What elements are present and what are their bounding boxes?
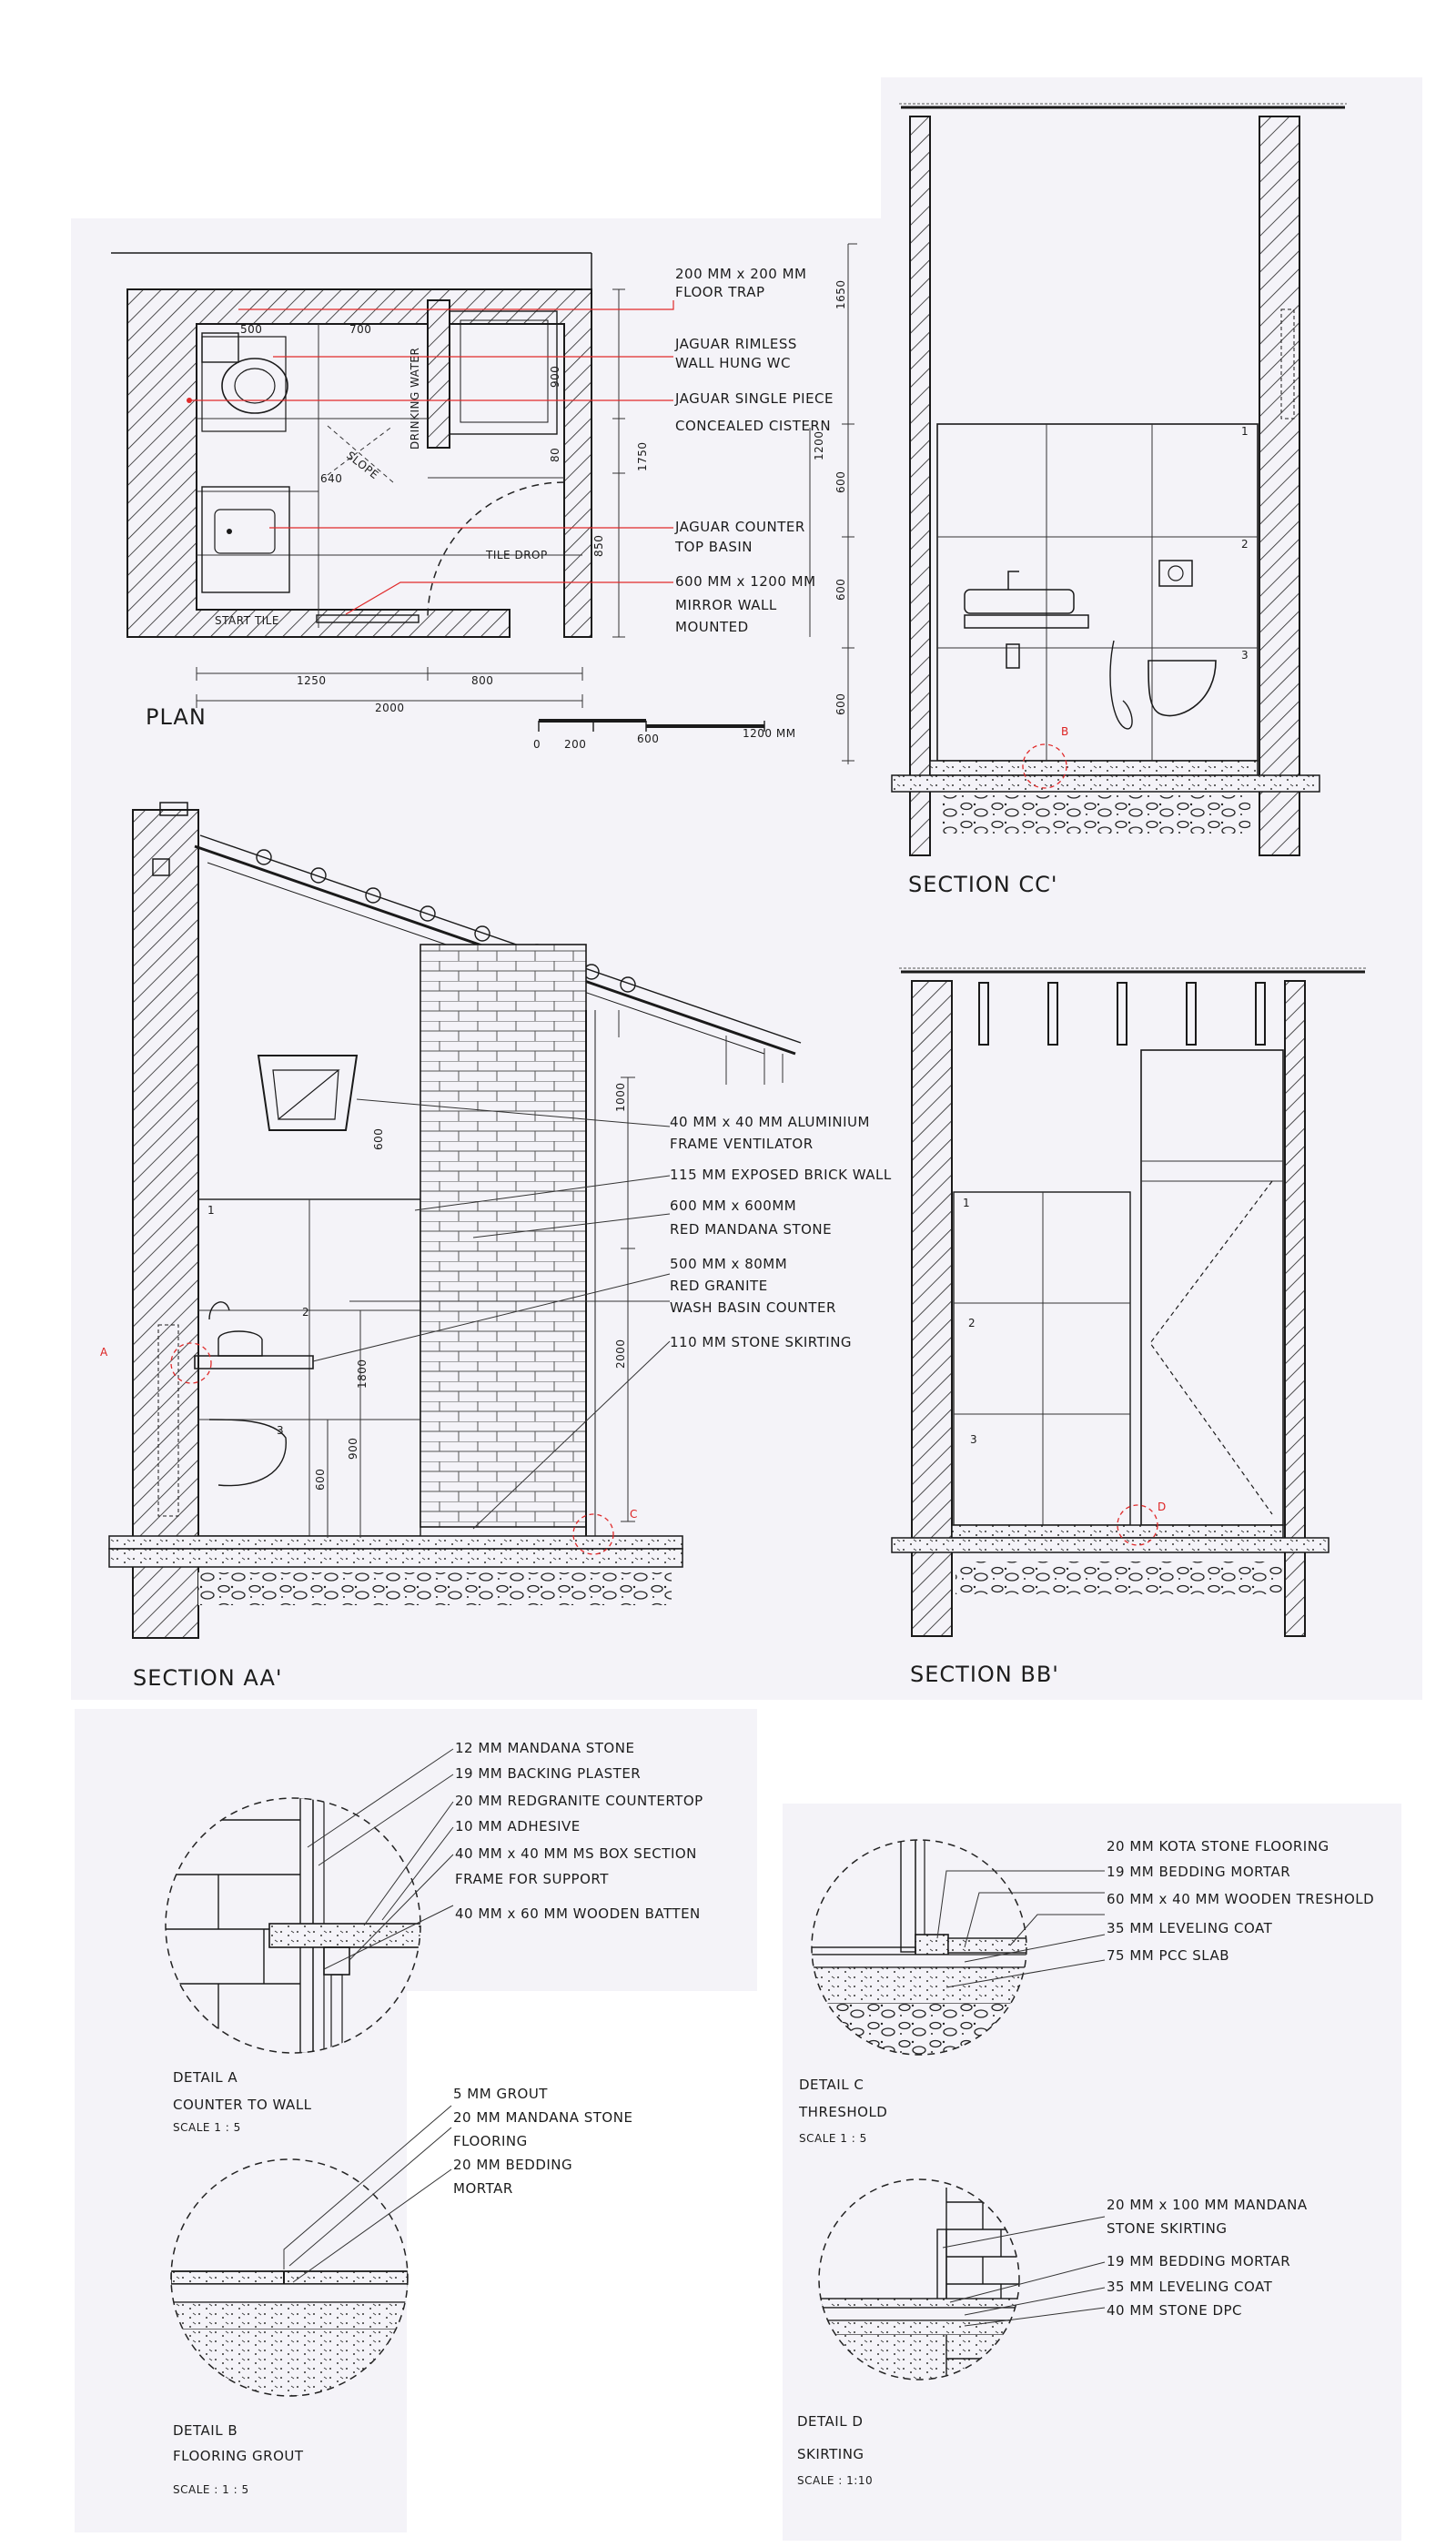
cc-row-3: 3: [1241, 649, 1249, 662]
cc-tile-field: [937, 424, 1258, 761]
cc-health-faucet: [1110, 641, 1132, 729]
detail-a-note-3: 20 MM REDGRANITE COUNTERTOP: [455, 1793, 703, 1809]
scale-0: 0: [533, 738, 541, 751]
cc-dim-1200: 1200: [813, 430, 825, 460]
cc-wc: [1148, 661, 1216, 716]
detail-a-drawing: [166, 1749, 453, 2053]
aa-note-granite-2: RED GRANITE: [670, 1278, 768, 1294]
detail-c-title: DETAIL C: [799, 2077, 864, 2093]
detail-b-note-3: FLOORING: [453, 2133, 528, 2149]
detail-d-scale: SCALE : 1:10: [797, 2474, 874, 2487]
detail-b-note-5: MORTAR: [453, 2180, 513, 2197]
detail-a-title: DETAIL A: [173, 2069, 238, 2086]
dim-700: 700: [349, 323, 372, 336]
aa-dim-900: 900: [347, 1437, 359, 1460]
plan-partition: [428, 300, 450, 448]
label-start-tile: START TILE: [215, 614, 279, 627]
aa-counter: [195, 1356, 313, 1369]
scale-200: 200: [564, 738, 587, 751]
detail-d-note-3: 19 MM BEDDING MORTAR: [1107, 2253, 1291, 2269]
section-aa-title: SECTION AA': [133, 1665, 283, 1691]
detail-d-note-5: 40 MM STONE DPC: [1107, 2302, 1243, 2319]
wc-bowl: [222, 359, 288, 413]
drinking-water-unit: [450, 311, 557, 434]
dim-640: 640: [320, 472, 343, 485]
note-basin-2: TOP BASIN: [675, 539, 753, 555]
aa-dim-1000: 1000: [614, 1082, 627, 1112]
note-cistern-1: JAGUAR SINGLE PIECE: [675, 390, 834, 407]
cc-flush-plate: [1159, 561, 1192, 586]
bb-row-3: 3: [970, 1433, 978, 1446]
detail-a-note-6: FRAME FOR SUPPORT: [455, 1871, 609, 1887]
dim-850: 850: [592, 534, 605, 557]
label-slope: SLOPE: [344, 449, 381, 482]
scale-1200: 1200 MM: [743, 727, 796, 740]
detail-c-scale: SCALE 1 : 5: [799, 2132, 867, 2145]
detail-b-scale: SCALE : 1 : 5: [173, 2483, 249, 2496]
detail-b-note-1: 5 MM GROUT: [453, 2086, 548, 2102]
aa-dim-2000: 2000: [614, 1339, 627, 1369]
bb-tile-field: [954, 1192, 1130, 1525]
section-cc-title: SECTION CC': [908, 872, 1058, 897]
detail-c-note-4: 35 MM LEVELING COAT: [1107, 1920, 1273, 1936]
detail-d-drawing: [819, 2179, 1105, 2390]
aa-note-stone-1: 600 MM x 600MM: [670, 1198, 797, 1214]
bb-callout-label: D: [1158, 1501, 1167, 1513]
bb-rafters: [979, 983, 1265, 1045]
cc-dim-1650: 1650: [834, 279, 847, 309]
dim-1250: 1250: [297, 674, 327, 687]
aa-row-2: 2: [302, 1306, 310, 1319]
cc-basin: [965, 590, 1074, 613]
note-floor-trap-2: FLOOR TRAP: [675, 284, 765, 300]
floor-trap: [202, 333, 238, 362]
cc-right-wall: [1259, 116, 1299, 855]
detail-d-note-2: STONE SKIRTING: [1107, 2220, 1228, 2237]
detail-a-scale: SCALE 1 : 5: [173, 2121, 241, 2134]
dim-500: 500: [240, 323, 263, 336]
detail-d-subtitle: SKIRTING: [797, 2446, 864, 2462]
section-cc-drawing: [842, 104, 1347, 855]
detail-b-title: DETAIL B: [173, 2422, 238, 2439]
detail-c-subtitle: THRESHOLD: [799, 2104, 888, 2120]
detail-b-note-2: 20 MM MANDANA STONE: [453, 2109, 633, 2126]
aa-row-3: 3: [277, 1424, 285, 1437]
label-tile-drop: TILE DROP: [486, 549, 548, 561]
note-mirror-2: MIRROR WALL: [675, 597, 777, 613]
aa-brick-wall: [420, 945, 586, 1527]
aa-row-1: 1: [207, 1204, 216, 1217]
detail-d-note-4: 35 MM LEVELING COAT: [1107, 2279, 1273, 2295]
aa-callout-a-label: A: [100, 1346, 108, 1359]
note-mirror-3: MOUNTED: [675, 619, 749, 635]
cc-dim-600a: 600: [834, 470, 847, 493]
note-floor-trap-1: 200 MM x 200 MM: [675, 266, 807, 282]
label-drinking-water: DRINKING WATER: [409, 347, 421, 450]
detail-d-title: DETAIL D: [797, 2413, 864, 2430]
note-cistern-2: CONCEALED CISTERN: [675, 418, 832, 434]
aa-dim-600b: 600: [314, 1468, 327, 1491]
aa-note-granite-1: 500 MM x 80MM: [670, 1256, 788, 1272]
cc-row-1: 1: [1241, 425, 1249, 438]
aa-note-ventilator-1: 40 MM x 40 MM ALUMINIUM: [670, 1114, 870, 1130]
dim-1750: 1750: [636, 441, 649, 471]
detail-d-note-1: 20 MM x 100 MM MANDANA: [1107, 2197, 1308, 2213]
section-bb-drawing: [892, 968, 1367, 1636]
detail-c-note-2: 19 MM BEDDING MORTAR: [1107, 1864, 1291, 1880]
plan-annotations: [146, 266, 834, 751]
aa-dim-600a: 600: [372, 1127, 385, 1150]
detail-a-note-5: 40 MM x 40 MM MS BOX SECTION: [455, 1845, 697, 1862]
aa-note-ventilator-2: FRAME VENTILATOR: [670, 1136, 814, 1152]
detail-c-note-3: 60 MM x 40 MM WOODEN TRESHOLD: [1107, 1891, 1375, 1907]
section-aa-drawing: [109, 803, 801, 1638]
scale-600: 600: [637, 733, 660, 745]
dim-800: 800: [471, 674, 494, 687]
detail-a-subtitle: COUNTER TO WALL: [173, 2097, 312, 2113]
note-wc-1: JAGUAR RIMLESS: [675, 336, 797, 352]
cc-dim-600b: 600: [834, 578, 847, 601]
detail-a-note-2: 19 MM BACKING PLASTER: [455, 1765, 642, 1782]
detail-c-note-5: 75 MM PCC SLAB: [1107, 1947, 1230, 1964]
dim-900: 900: [549, 365, 561, 388]
plan-drawing: [111, 253, 810, 732]
note-mirror-1: 600 MM x 1200 MM: [675, 573, 816, 590]
dim-80: 80: [549, 447, 561, 462]
cc-dim-600c: 600: [834, 692, 847, 715]
note-basin-1: JAGUAR COUNTER: [675, 519, 805, 535]
cc-row-2: 2: [1241, 538, 1249, 551]
aa-note-skirting: 110 MM STONE SKIRTING: [670, 1334, 853, 1350]
detail-c-note-1: 20 MM KOTA STONE FLOORING: [1107, 1838, 1330, 1855]
section-bb-title: SECTION BB': [910, 1662, 1059, 1687]
detail-b-drawing: [171, 2106, 451, 2402]
detail-b-subtitle: FLOORING GROUT: [173, 2448, 304, 2464]
detail-c-drawing: [801, 1838, 1105, 2058]
aa-note-granite-3: WASH BASIN COUNTER: [670, 1299, 836, 1316]
detail-a-note-4: 10 MM ADHESIVE: [455, 1818, 581, 1834]
note-wc-2: WALL HUNG WC: [675, 355, 791, 371]
dim-2000: 2000: [375, 702, 405, 714]
bb-row-2: 2: [968, 1317, 976, 1329]
aa-left-wall: [133, 810, 198, 1638]
aa-dim-1800: 1800: [356, 1359, 369, 1389]
detail-b-note-4: 20 MM BEDDING: [453, 2157, 573, 2173]
aa-note-stone-2: RED MANDANA STONE: [670, 1221, 833, 1238]
aa-callout-c-label: C: [630, 1508, 638, 1521]
cc-callout-label: B: [1061, 725, 1069, 738]
detail-a-note-7: 40 MM x 60 MM WOODEN BATTEN: [455, 1905, 701, 1922]
bb-row-1: 1: [963, 1197, 971, 1209]
detail-a-note-1: 12 MM MANDANA STONE: [455, 1740, 635, 1756]
cc-left-wall: [910, 116, 930, 855]
plan-title: PLAN: [146, 704, 207, 730]
aa-note-brick: 115 MM EXPOSED BRICK WALL: [670, 1167, 892, 1183]
aa-basin-bowl: [209, 1420, 286, 1486]
bb-door: [1141, 1050, 1283, 1525]
